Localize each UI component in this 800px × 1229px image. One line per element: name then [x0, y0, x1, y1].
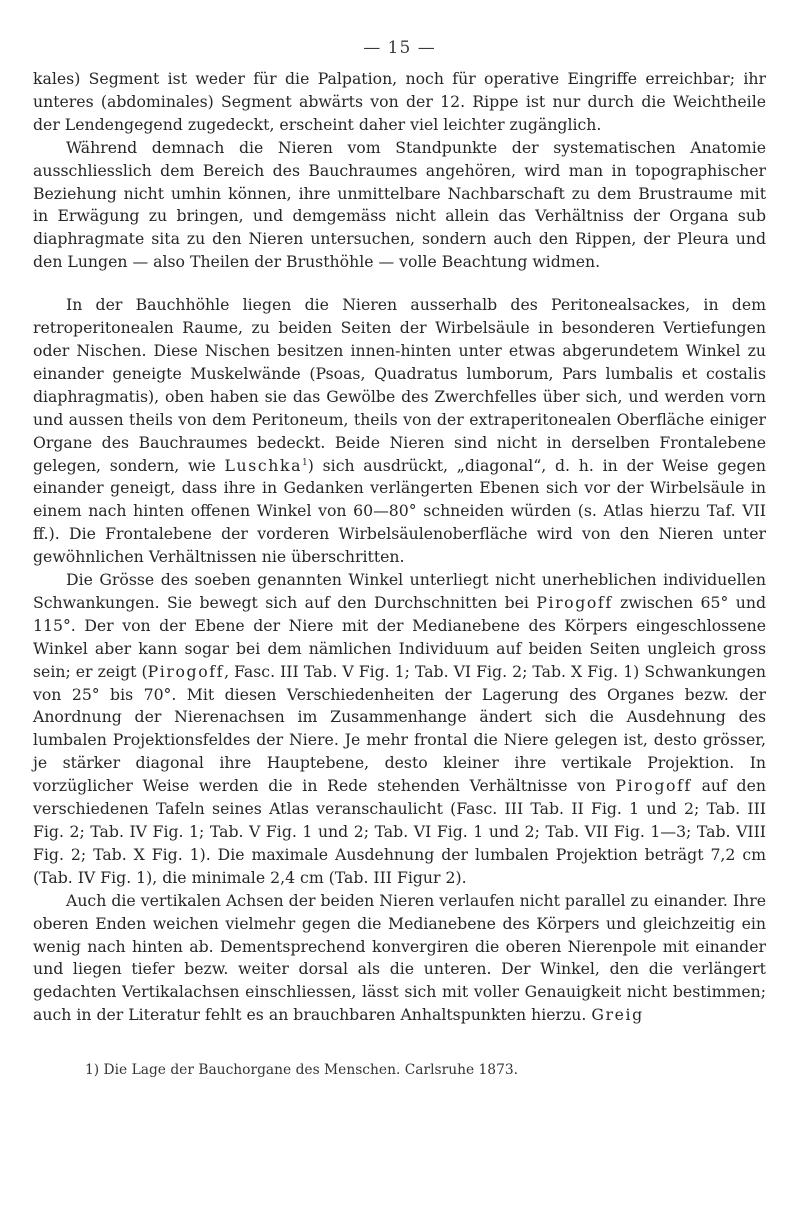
paragraph-5-text: Auch die vertikalen Achsen der beiden Nieren verlaufen nicht parallel zu einander. Ihre oberen Enden weichen vielmehr gegen die Medianebene des Körpers und gleichzeitig ein wenig nach hinten ab. Dementsprechend konvergiren die oberen Nierenpole mit einander und liegen tiefer bezw. weiter dorsal als die unteren. Der Winkel, den die verlängert gedachten Vertikalachsen einschliessen, lässt sich mit voller Genauigkeit nicht bestimmen; auch in der Literatur fehlt es an brauchbaren Anhaltspunkten hierzu.	[33, 890, 766, 1025]
footnote-marker: 1	[302, 457, 308, 468]
paragraph-4-segment-2: , Fasc. III Tab. V Fig. 1; Tab. VI Fig. 2; Tab. X Fig. 1) Schwankungen von 25° bis 70°. Mit diesen Verschiedenheiten der Lagerung des Organes bezw. der Anordnung der Nierenachsen im Zusammenhange ändert sich die Ausdehnung des lumbalen Projektionsfeldes der Niere. Je mehr frontal die Niere gelegen ist, desto grösser, je stärker diagonal ihre Hauptebene, desto kleiner ihre vertikale Projektion. In vorzüglicher Weise werden die in Rede stehenden Verhältnisse von	[33, 661, 766, 796]
paragraph-2: Während demnach die Nieren vom Standpunkte der systematischen Anatomie ausschliesslich dem Bereich des Bauchraumes angehören, wird man in topographischer Beziehung nicht umhin können, ihre unmittelbare Nachbarschaft zu dem Brustraume mit in Erwägung zu bringen, und demgemäss nicht allein das Verhältniss der Organa sub diaphragmate sita zu den Nieren untersuchen, sondern auch den Rippen, der Pleura und den Lungen — also Theilen der Brusthöhle — volle Beachtung widmen.	[33, 137, 766, 272]
author-name-pirogoff-1: Pirogoff	[536, 592, 613, 612]
author-name-luschka: Luschka	[224, 455, 303, 475]
paragraph-3	[33, 294, 766, 569]
paragraph-4-segment-1: zwischen 65° und 115°. Der von der Ebene der Niere mit der Medianebene des Körpers eingeschlossene Winkel aber kann sogar bei dem nämlichen Individuum auf beiden Seiten ungleich gross sein; er zeigt (	[33, 592, 766, 681]
paragraph-4-text: Die Grösse des soeben genannten Winkel unterliegt nicht unerheblichen individuellen Schwankungen. Sie bewegt sich auf den Durchschnitten bei	[33, 570, 766, 612]
footnote: 1) Die Lage der Bauchorgane des Menschen. Carlsruhe 1873.	[85, 1062, 519, 1079]
paragraph-1: kales) Segment ist weder für die Palpation, noch für operative Eingriffe erreichbar; ihr unteres (abdominales) Segment abwärts von der 12. Rippe ist nur durch die Weichtheile der Lendengegend zugedeckt, erscheint daher viel leichter zugänglich.	[33, 69, 766, 134]
author-name-pirogoff-2: Pirogoff	[147, 661, 225, 681]
author-name-pirogoff-3: Pirogoff	[615, 776, 692, 796]
body-text	[33, 68, 766, 1027]
page-number: — 15 —	[363, 38, 436, 58]
paragraph-5	[33, 890, 766, 1027]
paragraph-3-continuation: ) sich ausdrückt, „diagonal“, d. h. in der Weise gegen einander geneigt, dass ihre in Gedanken verlängerten Ebenen sich vor der Wirbelsäule in einem nach hinten offenen Winkel von 60—80° schneiden würden (s. Atlas hierzu Taf. VII ff.). Die Frontalebene der vorderen Wirbelsäulenoberfläche wird von den Nieren unter gewöhnlichen Verhältnissen nie überschritten.	[33, 455, 766, 567]
paragraph-4	[33, 569, 766, 890]
paragraph-4-segment-3: auf den verschiedenen Tafeln seines Atlas veranschaulicht (Fasc. III Tab. II Fig. 1 und 2; Tab. III Fig. 2; Tab. IV Fig. 1; Tab. V Fig. 1 und 2; Tab. VI Fig. 1 und 2; Tab. VII Fig. 1—3; Tab. VIII Fig. 2; Tab. X Fig. 1). Die maximale Ausdehnung der lumbalen Projektion beträgt 7,2 cm (Tab. IV Fig. 1), die minimale 2,4 cm (Tab. III Figur 2).	[33, 776, 766, 887]
author-name-greig: Greig	[591, 1005, 644, 1025]
paragraph-3-text: In der Bauchhöhle liegen die Nieren ausserhalb des Peritonealsackes, in dem retroperitonealen Raume, zu beiden Seiten der Wirbelsäule in besonderen Vertiefungen oder Nischen. Diese Nischen besitzen innen-hinten unter etwas abgerundetem Winkel zu einander geneigte Muskelwände (Psoas, Quadratus lumborum, Pars lumbalis et costalis diaphragmatis), oben haben sie das Gewölbe des Zwerchfelles über sich, und werden vorn und aussen theils von dem Peritoneum, theils von der extraperitonealen Oberfläche einiger Organe des Bauchraumes bedeckt. Beide Nieren sind nicht in derselben Frontalebene gelegen, sondern, wie	[33, 295, 766, 475]
